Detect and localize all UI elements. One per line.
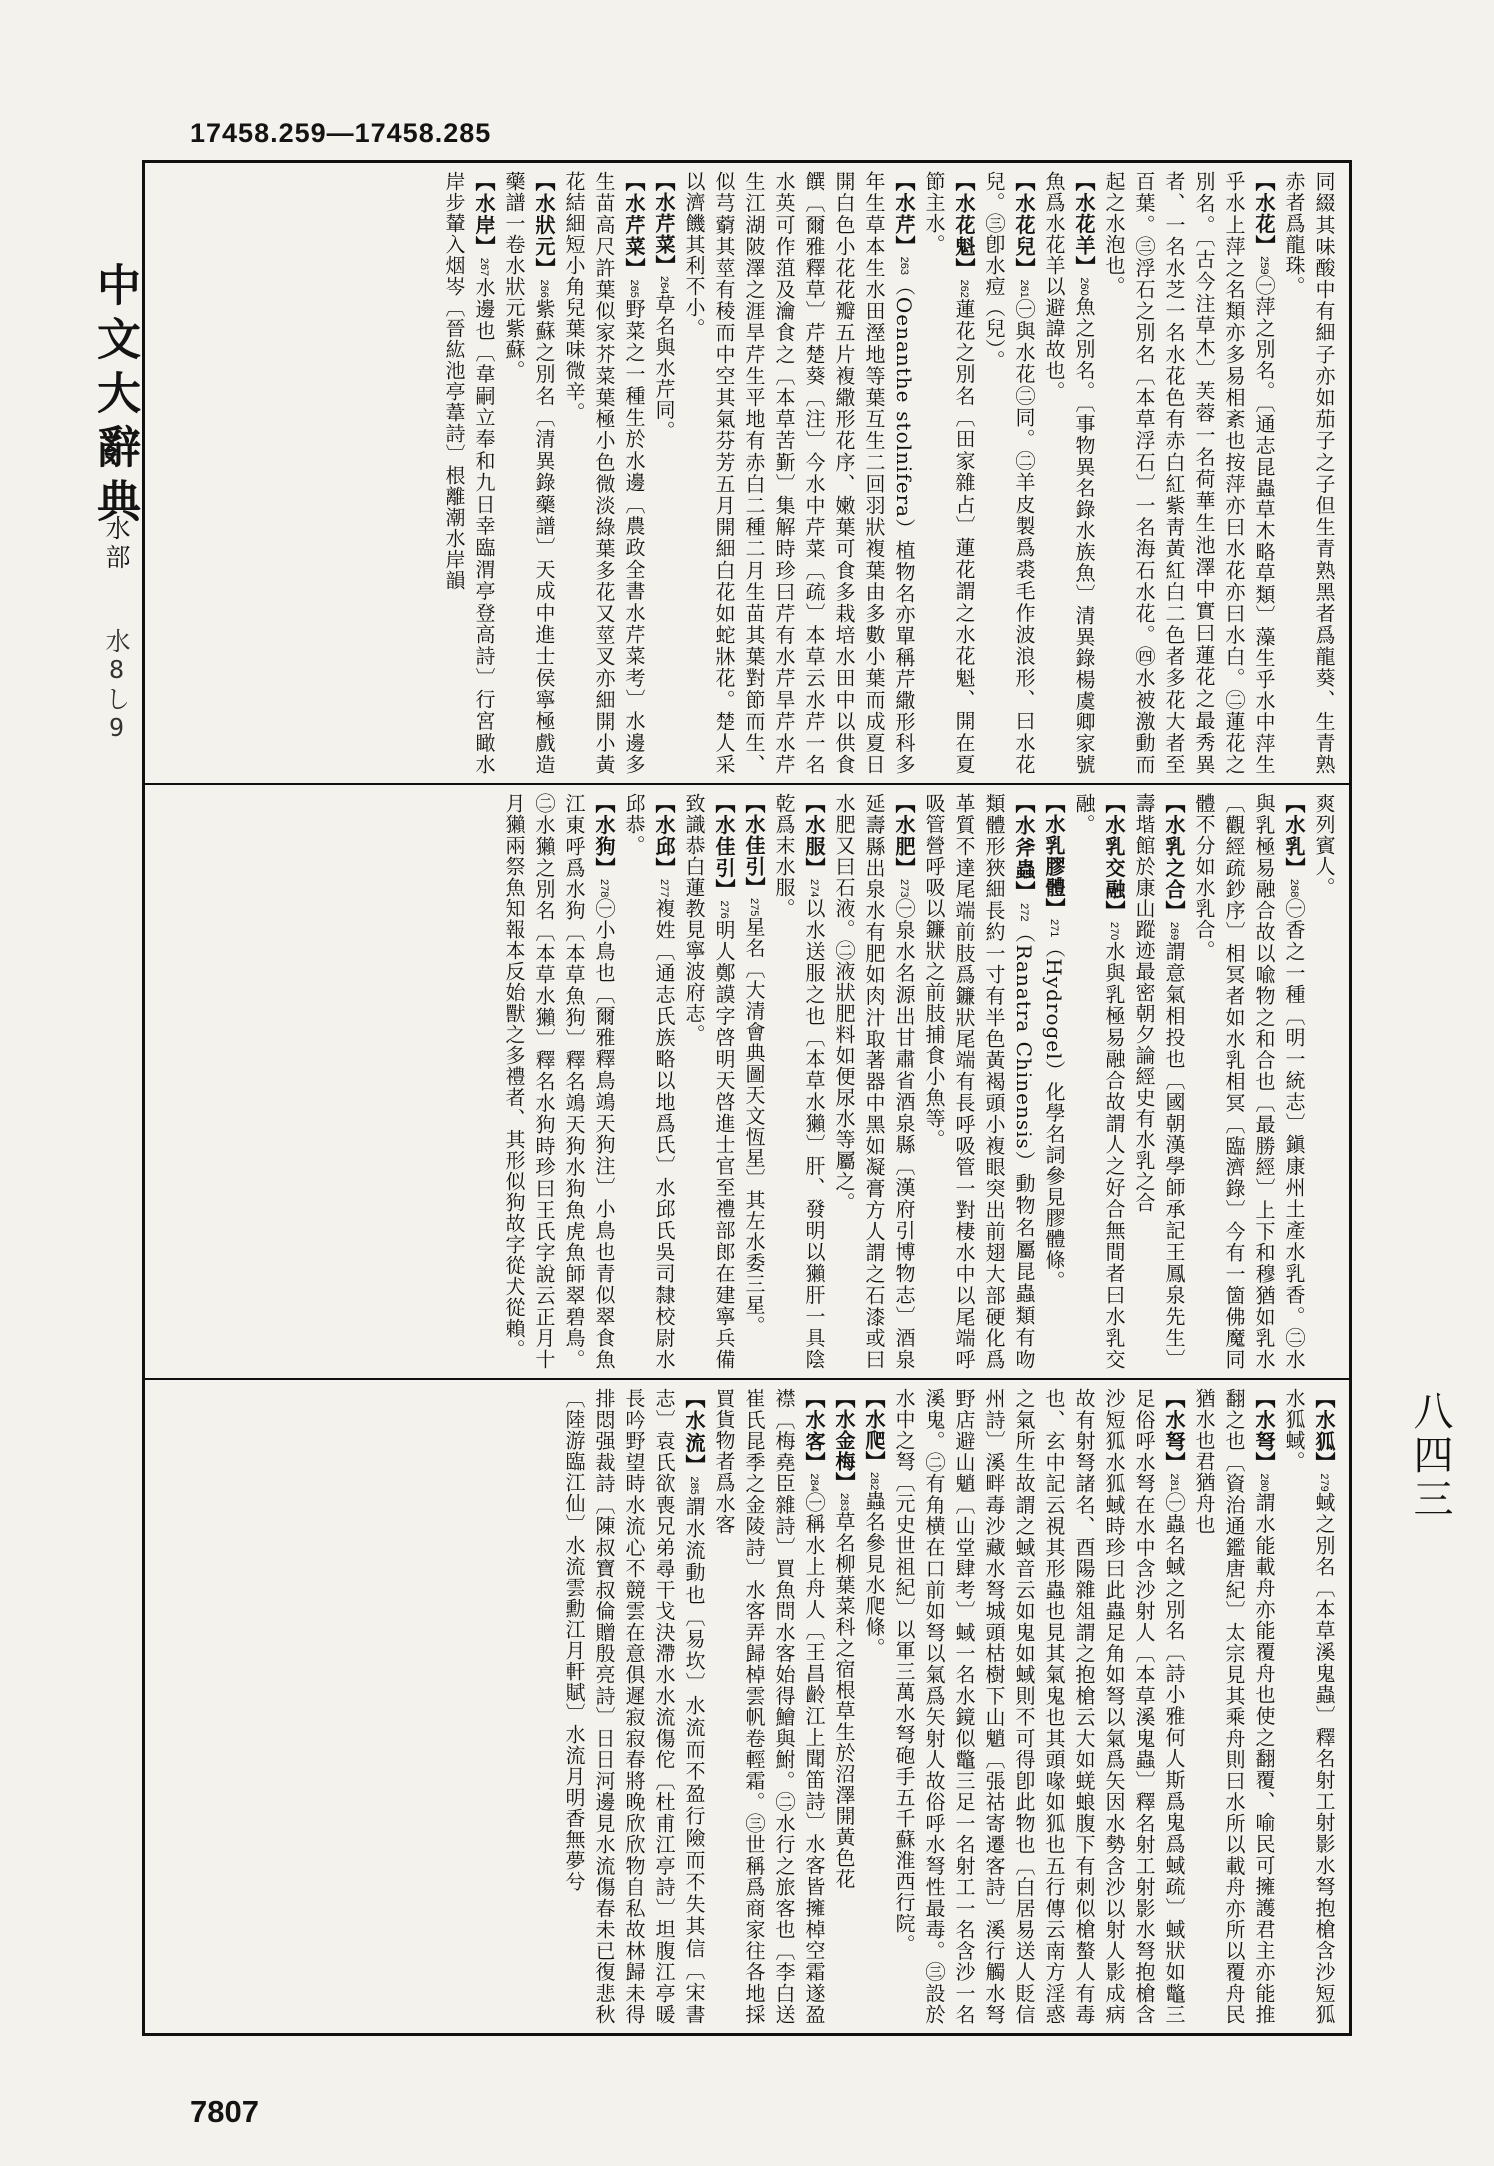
- entry-text: ㊀萍之別名。〔通志昆蟲草木略草類〕藻生乎水中萍生乎水上萍之名類亦多易相紊也按萍亦曰水花亦曰水白。㊁蓮花之別名。〔古今注草木〕芙蓉一名荷華生池澤中實曰蓮花之最秀異者、一名水芝一名水花色有赤白紅紫靑黃紅白二色者多花大者至百葉。㊂浮石之別名〔本草浮石〕一名海石水花。㊃水被激動而起之水泡也。: [1102, 171, 1276, 776]
- entry-number: 267: [478, 257, 490, 277]
- entry-headword: 【水佳引】: [742, 793, 766, 898]
- dictionary-entry: [979, 171, 1039, 775]
- dictionary-entry: [649, 171, 679, 775]
- entry-headword: 【水乳交融】: [1102, 793, 1126, 922]
- dictionary-entry: [679, 171, 919, 775]
- entry-headword: 【水服】: [802, 793, 826, 879]
- entry-number: 271: [1048, 919, 1060, 938]
- entry-number: 275: [748, 898, 760, 917]
- entry-number: 281: [1168, 1473, 1180, 1492]
- entry-text: 魚之別名。〔事物異名錄水族魚〕清異錄楊虞卿家號魚爲水花羊以避諱故也。: [1042, 171, 1096, 776]
- entry-text: ㊀與水花㊁同。㊁羊皮製爲裘毛作波浪形、曰水花兒。㊂卽水痘（兒）。: [982, 171, 1036, 776]
- entry-text: ㊀泉水名源出甘肅省酒泉縣〔漢府引博物志〕酒泉延壽縣出泉水有肥如肉汁取著器中黑如凝膏方人謂之石漆或曰水肥又曰石液。㊁液狀肥料如便尿水等屬之。: [832, 793, 916, 1371]
- dictionary-entry: [829, 1388, 859, 2025]
- text-frame: [142, 160, 1352, 2036]
- entry-number: 284: [808, 1473, 820, 1492]
- entry-text: 紫蘇之別名〔清異錄藥譜〕天成中進士侯寧極戲造藥譜一卷水狀元紫蘇。: [502, 171, 556, 776]
- dictionary-entry: [1189, 793, 1309, 1370]
- entry-text: 同綴其味酸中有細子亦如茄子之子但生青熟黑者爲龍葵、生青熟赤者爲龍珠。: [1282, 171, 1336, 775]
- entry-headword: 【水狗】: [592, 793, 616, 879]
- entry-number: 259: [1258, 256, 1270, 275]
- entry-number: 266: [538, 279, 550, 298]
- entry-text: 草名柳葉菜科之宿根草生於沼澤開黃色花: [832, 1511, 856, 1890]
- entry-text: （Oenanthe stolnifera）植物名亦單稱芹繖形科多年生草本生水田溼地等葉互生二回羽狀複葉由多數小葉而成夏日開白色小花花瓣五片複繖形花序、嫩葉可食多栽培水田中以供食饌〔爾雅釋草〕芹楚葵〔注〕今水中芹菜〔疏〕本草云水芹一名水英可作菹及瀹食之〔本草苦斳〕集解時珍曰芹有水芹旱芹水芹生江湖陂澤之涯旱芹生平地有赤白二種二月生苗其葉對節而生、似芎藭其莖有稜而中空其氣芬芳五月開細白花如蛇牀花。楚人采以濟饑其利不小。: [682, 171, 916, 775]
- entry-text: 謂水流動也〔易坎〕水流而不盈行險而不失其信〔宋書志〕袁氏欲喪兄弟尋干戈決滯水水流傷佗〔杜甫江亭詩〕坦腹江亭暖長吟野望時水流心不競雲在意俱遲寂寂春將晚欣欣物自私故林歸未得排悶强裁詩〔陳叔寶叔倫贈殷亮詩〕日日河邊見水流傷春未已復悲秋〔陸游臨江仙〕水流雲勳江月軒賦〕水流月明香無夢兮: [562, 1388, 706, 2026]
- dictionary-entry: [829, 793, 919, 1370]
- entry-number: 269: [1168, 921, 1180, 941]
- entry-text: 野菜之一種生於水邊〔農政全書水芹菜考〕水邊多生苗高尺許葉似家芥菜葉極小色微淡綠葉多花又莖叉亦細開小黃花結細短小角兒葉味微辛。: [562, 171, 646, 776]
- dictionary-entry: [889, 1388, 1189, 2025]
- entry-number: 270: [1108, 921, 1120, 941]
- dictionary-entry: [1279, 1388, 1339, 2025]
- dictionary-entry: [709, 1388, 829, 2025]
- dictionary-entry: [1309, 793, 1339, 1370]
- entry-headword: 【水弩】: [1162, 1388, 1186, 1474]
- dictionary-entry: [499, 793, 619, 1370]
- entry-number: 280: [1258, 1473, 1270, 1492]
- entry-number: 282: [868, 1472, 880, 1491]
- dictionary-entry: [859, 1388, 889, 2025]
- radical-name: 水部: [102, 515, 131, 573]
- entry-headword: 【水狐】: [1312, 1388, 1336, 1474]
- entry-text: 水邊也〔韋嗣立奉和九日幸臨渭亭登高詩〕行宮瞰水岸步輦入烟岑〔晉紘池亭葦詩〕根離潮水岸韻: [442, 171, 496, 776]
- handwritten-note: 水8し9: [102, 628, 131, 744]
- dictionary-entry: [1129, 793, 1189, 1370]
- entry-text: （Hydrogel）化學名詞參見膠體條。: [1042, 937, 1066, 1292]
- dictionary-title: 中文大辭典: [89, 262, 140, 532]
- entry-number: 273: [898, 878, 910, 898]
- entry-text: 草名與水芹同。: [652, 294, 676, 442]
- entry-headword: 【水狀元】: [532, 171, 556, 280]
- entry-number: 263: [898, 256, 910, 276]
- column-text: [155, 1388, 1339, 2025]
- entry-text: 蓮花之別名〔田家雜占〕蓮花謂之水花魁、開在夏節主水。: [922, 171, 976, 776]
- entry-headword: 【水流】: [682, 1388, 706, 1477]
- entry-text: ㊀香之一種〔明一統志〕鎭康州土產水乳香。㊁水與乳極易融合故以喩物之和合也〔最勝經〕上下和穆猶如乳水〔觀經疏鈔序〕相冥者如水乳相冥〔臨濟錄〕今有一箇佛魔同體不分如水乳合。: [1192, 793, 1306, 1371]
- dictionary-entry: [739, 793, 769, 1370]
- entry-headword: 【水邱】: [652, 793, 676, 879]
- entry-text: 星名〔大清會典圖天文恆星〕其左水委三星。: [742, 916, 766, 1337]
- dictionary-entry: [1189, 1388, 1279, 2025]
- entry-number: 279: [1318, 1473, 1330, 1492]
- entry-text: 以水送服之也〔本草水獺〕肝、發明以獺肝一具陰乾爲末水服。: [772, 793, 826, 1371]
- column-text: [155, 793, 1339, 1370]
- entry-text: 謂水能載舟亦能覆舟也使之翻覆、喻民可擁護君主亦能推翻之也〔資治通鑑唐紀〕太宗見其乘舟則曰水所以載舟亦所以覆舟民猶水也君猶舟也: [1192, 1388, 1276, 2026]
- entry-number: 276: [718, 900, 730, 919]
- entry-text: 水與乳極易融合故謂人之好合無間者曰水乳交融。: [1072, 793, 1126, 1371]
- entry-headword: 【水肥】: [892, 793, 916, 879]
- entry-number: 264: [658, 276, 670, 295]
- text-band-middle: [145, 785, 1349, 1378]
- entry-text: 爽列賓人。: [1312, 793, 1336, 898]
- entry-headword: 【水岸】: [472, 171, 496, 258]
- dictionary-entry: [1039, 171, 1099, 775]
- dictionary-entry: [1279, 171, 1339, 775]
- dictionary-entry: [499, 171, 559, 775]
- entry-headword: 【水乳膠體】: [1042, 793, 1066, 919]
- entry-headword: 【水芹菜】: [652, 171, 676, 276]
- entry-headword: 【水斧蟲】: [1012, 793, 1036, 904]
- entry-headword: 【水花魁】: [952, 171, 976, 280]
- entry-number: 278: [598, 878, 610, 898]
- entry-number: 277: [658, 878, 670, 898]
- entry-text: ㊀小鳥也〔爾雅釋鳥鴗天狗注〕小鳥也青似翠食魚江東呼爲水狗〔本草魚狗〕釋名鴗天狗水狗魚虎魚師翠碧鳥。㊁水獺之別名〔本草水獺〕釋名水狗時珍曰王氏字說云正月十月獺兩祭魚知報本反始獸之多禮者、其形似狗故字從犬從賴。: [502, 793, 616, 1371]
- entry-headword: 【水花羊】: [1072, 171, 1096, 278]
- dictionary-entry: [769, 793, 829, 1370]
- entry-text: ㊀稱水上舟人〔王昌齡江上聞笛詩〕水客皆擁棹空霜遂盈襟〔梅堯臣雜詩〕買魚問水客始得鱠與鮒。㊁水行之旅客也〔李白送崔氏昆季之金陵詩〕水客弄歸棹雲帆卷輕霜。㊂世稱爲商家往各地採買貨物者爲水客: [712, 1388, 826, 2026]
- dictionary-entry: [1039, 793, 1069, 1370]
- dictionary-entry: [919, 793, 1039, 1370]
- dictionary-entry: [559, 1388, 709, 2025]
- dictionary-entry: [619, 793, 679, 1370]
- entry-headword: 【水爬】: [862, 1388, 886, 1472]
- entry-text: 明人鄭謨字啓明天啓進士官至禮部郎在建寧兵備致識恭白蓮教見寧波府志。: [682, 793, 736, 1371]
- page-range-header: 17458.259—17458.285: [190, 118, 492, 148]
- dictionary-entry: [919, 171, 979, 775]
- entry-number: 261: [1018, 279, 1030, 298]
- entry-headword: 【水客】: [802, 1388, 826, 1474]
- entry-number: 272: [1018, 903, 1030, 922]
- entry-headword: 【水芹菜】: [622, 171, 646, 280]
- entry-headword: 【水弩】: [1252, 1388, 1276, 1474]
- dictionary-entry: [439, 171, 499, 775]
- entry-headword: 【水佳引】: [712, 793, 736, 901]
- dictionary-entry: [1069, 793, 1129, 1370]
- entry-number: 260: [1078, 277, 1090, 296]
- dictionary-entry: [679, 793, 739, 1370]
- entry-headword: 【水花】: [1252, 171, 1276, 257]
- entry-text: 蟲名參見水爬條。: [862, 1490, 886, 1659]
- entry-number: 265: [628, 279, 640, 298]
- page-number-chinese: 八四三: [1407, 1390, 1453, 1522]
- entry-number: 285: [688, 1476, 700, 1495]
- entry-text: 蜮之別名〔本草溪鬼蟲〕釋名射工射影水弩抱槍含沙短狐水狐蜮。: [1282, 1388, 1336, 2026]
- entry-text: （Ranatra Chinensis）動物名屬昆蟲類有吻類體形狹細長約一寸有半色黃褐頭小複眼突出前翅大部硬化爲革質不達尾端前肢爲鐮狀尾端有長呼吸管一對棲水中以尾端呼吸管營呼吸以鐮狀之前肢捕食小魚等。: [922, 793, 1036, 1371]
- text-band-top: [145, 163, 1349, 783]
- footer-page-number: 7807: [190, 2094, 259, 2129]
- entry-number: 262: [958, 279, 970, 298]
- column-text: [155, 171, 1339, 775]
- entry-headword: 【水芹】: [892, 171, 916, 257]
- entry-text: ㊀蟲名蜮之別名〔詩小雅何人斯爲鬼爲蜮疏〕蜮狀如鼈三足俗呼水弩在水中含沙射人〔本草溪鬼蟲〕釋名射工射影水弩抱槍含沙短狐水狐蜮時珍曰此蟲足角如弩以氣爲矢因水勢含沙以射人影成病故有射弩諸名、酉陽雜俎謂之抱槍云大如蜣蜋腹下有刺似槍螯人有毒也、玄中記云視其形蟲也見其氣鬼也其頭喙如狐也五行傳云南方淫惑之氣所生故謂之蜮音云如鬼如蜮則不可得卽此物也〔白居易送人貶信州詩〕溪畔毒沙藏水弩城頭枯樹下山魈〔張祜寄遷客詩〕溪行觸水弩野店避山魈〔山堂肆考〕蜮一名水鏡似鼈三足一名射工一名含沙一名溪鬼。㊁有角横在口前如弩以氣爲矢射人故俗呼水弩性最毒。㊂設於水中之弩〔元史世祖紀〕以軍三萬水弩砲手五千蘇淮西行院。: [892, 1388, 1186, 2026]
- entry-number: 283: [838, 1493, 850, 1512]
- entry-headword: 【水乳之合】: [1162, 793, 1186, 922]
- entry-headword: 【水花兒】: [1012, 171, 1036, 280]
- entry-text: 謂意氣相投也〔國朝漢學師承記王鳳泉先生〕壽堦館於康山蹤迹最密朝夕論經史有水乳之合: [1132, 793, 1186, 1371]
- entry-headword: 【水乳】: [1282, 793, 1306, 879]
- entry-text: 複姓〔通志氏族略以地爲氏〕水邱氏吳司隸校尉水邱恭。: [622, 793, 676, 1371]
- dictionary-entry: [1099, 171, 1279, 775]
- text-band-bottom: [145, 1380, 1349, 2033]
- entry-headword: 【水金梅】: [832, 1388, 856, 1493]
- dictionary-entry: [559, 171, 649, 775]
- entry-number: 268: [1288, 878, 1300, 898]
- entry-number: 274: [808, 878, 820, 898]
- radical-label: [98, 515, 134, 744]
